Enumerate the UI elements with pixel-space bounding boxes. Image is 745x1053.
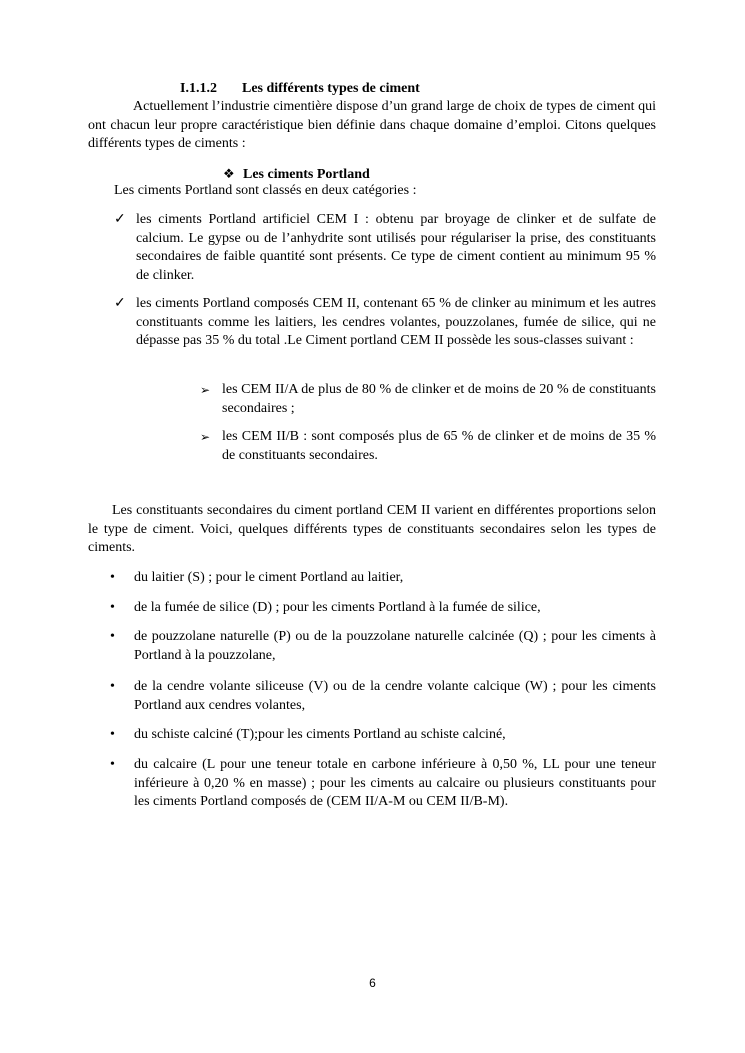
intro-paragraph: Actuellement l’industrie cimentière dispose d’un grand large de choix de types de ciment qui ont chacun leur propre caractéristique bien définie dans chaque domaine d’emploi. Citons quelques différents types de ciments : <box>88 99 656 151</box>
checkmark-icon: ✓ <box>114 296 126 311</box>
bullet-icon: • <box>110 600 115 615</box>
list-item <box>110 756 656 812</box>
bullet-icon: • <box>110 757 115 772</box>
checkmark-icon: ✓ <box>114 212 126 227</box>
portland-item-cem-i <box>114 211 656 285</box>
section-title: Les différents types de ciment <box>242 81 420 96</box>
section-number: I.1.1.2 <box>180 81 217 96</box>
subclass-item-cem-ii-b <box>200 428 656 465</box>
list-item-text: de pouzzolane naturelle (P) ou de la pouzzolane naturelle calcinée (Q) ; pour les ciments à Portland à la pouzzolane, <box>134 629 656 663</box>
section-heading <box>180 80 420 99</box>
portland-title: Les ciments Portland <box>243 167 370 182</box>
list-item <box>110 599 656 618</box>
arrow-bullet-icon: ➢ <box>200 430 211 444</box>
portland-item-cem-ii <box>114 295 656 351</box>
portland-intro: Les ciments Portland sont classés en deux catégories : <box>114 183 417 198</box>
bullet-icon: • <box>110 629 115 644</box>
list-item-text: du schiste calciné (T);pour les ciments Portland au schiste calciné, <box>134 727 506 742</box>
list-item <box>110 726 656 745</box>
arrow-bullet-icon: ➢ <box>200 383 211 397</box>
list-item-text: du calcaire (L pour une teneur totale en carbone inférieure à 0,50 %, LL pour une teneur inférieure à 0,20 % en masse) ; pour les ciments au calcaire ou plusieurs constituants pour les ciments Portland composés de (CEM II/A-M ou CEM II/B-M). <box>134 757 656 809</box>
list-item <box>110 678 656 715</box>
diamond-bullet-icon: ❖ <box>223 166 235 181</box>
subclass-text: les CEM II/B : sont composés plus de 65 % de clinker et de moins de 35 % de constituants secondaires. <box>222 429 656 463</box>
bullet-icon: • <box>110 679 115 694</box>
subclass-text: les CEM II/A de plus de 80 % de clinker et de moins de 20 % de constituants secondaires ; <box>222 382 656 416</box>
bullet-icon: • <box>110 570 115 585</box>
portland-item-text: les ciments Portland artificiel CEM I : obtenu par broyage de clinker et de sulfate de calcium. Le gypse ou de l’anhydrite sont utilisés pour régulariser la prise, des constituants secondaires de faible quantité sont présents. Ce type de ciment contient au minimum 95 % de clinker. <box>136 212 656 283</box>
list-item-text: de la cendre volante siliceuse (V) ou de la cendre volante calcique (W) ; pour les ciments Portland aux cendres volantes, <box>134 679 656 713</box>
page-number: 6 <box>369 976 376 990</box>
bullet-icon: • <box>110 727 115 742</box>
secondary-intro-paragraph: Les constituants secondaires du ciment portland CEM II varient en différentes proportions selon le type de ciment. Voici, quelques différents types de constituants secondaires selon les types de ciments. <box>88 503 656 555</box>
subclass-item-cem-ii-a <box>200 381 656 418</box>
list-item-text: du laitier (S) ; pour le ciment Portland au laitier, <box>134 570 404 585</box>
portland-item-text: les ciments Portland composés CEM II, contenant 65 % de clinker au minimum et les autres constituants comme les laitiers, les cendres volantes, pouzzolanes, fumée de silice, qui ne dépasse pas 35 % du total .Le Ciment portland CEM II possède les sous-classes suivant : <box>136 296 656 348</box>
list-item <box>110 569 656 588</box>
list-item-text: de la fumée de silice (D) ; pour les ciments Portland à la fumée de silice, <box>134 600 541 615</box>
list-item <box>110 628 656 665</box>
